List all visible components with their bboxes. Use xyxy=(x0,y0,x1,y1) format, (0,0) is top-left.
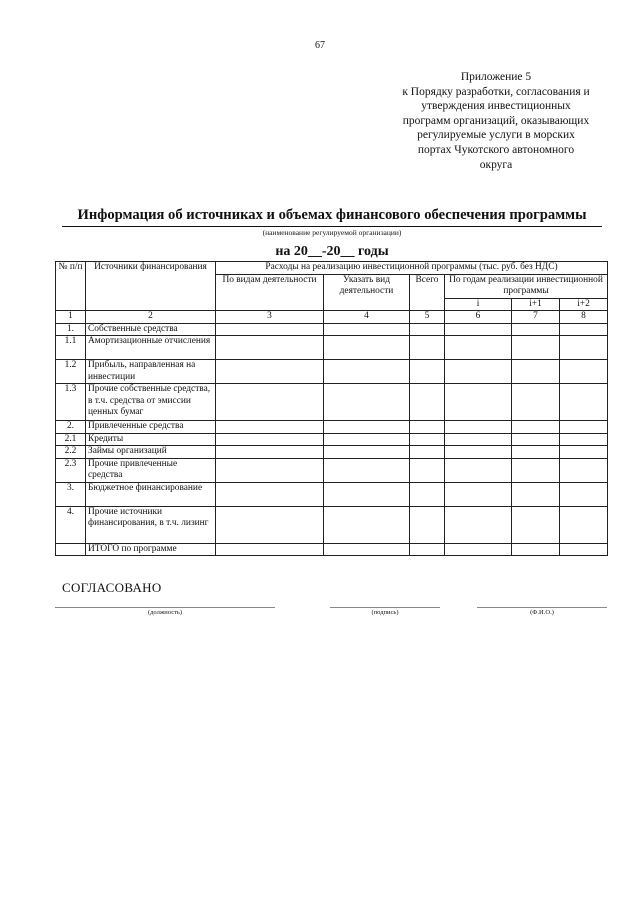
row-cell xyxy=(410,323,445,336)
row-cell xyxy=(560,446,608,459)
row-cell xyxy=(324,482,410,506)
row-cell xyxy=(410,482,445,506)
row-cell xyxy=(410,543,445,556)
row-cell xyxy=(445,323,512,336)
header-sources: Источники финансирования xyxy=(86,262,216,311)
header-total: Всего xyxy=(410,274,445,311)
row-cell xyxy=(445,336,512,360)
header-year-i1: i+1 xyxy=(512,298,560,311)
header-by-activity: По видам деятельности xyxy=(216,274,324,311)
row-number: 4. xyxy=(56,506,86,543)
row-cell xyxy=(512,506,560,543)
position-caption: (должность) xyxy=(147,609,183,616)
row-cell xyxy=(445,482,512,506)
row-source: Бюджетное финансирование xyxy=(86,482,216,506)
row-source: Прочие привлеченные средства xyxy=(86,458,216,482)
appendix-line: округа xyxy=(479,158,513,171)
row-cell xyxy=(410,384,445,421)
approval-heading: СОГЛАСОВАНО xyxy=(62,580,162,595)
column-number: 8 xyxy=(560,311,608,324)
appendix-line: регулируемые услуги в морских xyxy=(417,129,575,142)
row-cell xyxy=(324,384,410,421)
header-expenses: Расходы на реализацию инвестиционной программы (тыс. руб. без НДС) xyxy=(216,262,608,275)
signature-caption: (подпись) xyxy=(371,609,399,616)
column-number: 7 xyxy=(512,311,560,324)
full-name-line xyxy=(477,607,607,608)
row-cell xyxy=(410,433,445,446)
table-row xyxy=(56,506,608,543)
row-cell xyxy=(512,433,560,446)
column-number: 6 xyxy=(445,311,512,324)
row-cell xyxy=(216,446,324,459)
document-title: Информация об источниках и объемах финансового обеспечения программы xyxy=(77,207,587,223)
row-cell xyxy=(445,458,512,482)
header-year-i2: i+2 xyxy=(560,298,608,311)
appendix-line: к Порядку разработки, согласования и xyxy=(402,85,590,98)
table-row xyxy=(56,433,608,446)
row-cell xyxy=(410,458,445,482)
row-cell xyxy=(560,482,608,506)
row-cell xyxy=(445,543,512,556)
row-source: Кредиты xyxy=(86,433,216,446)
row-cell xyxy=(324,458,410,482)
title-underline xyxy=(62,226,602,227)
header-number: № п/п xyxy=(56,262,86,311)
row-number: 2.2 xyxy=(56,446,86,459)
row-cell xyxy=(560,360,608,384)
header-year-i: i xyxy=(445,298,512,311)
row-cell xyxy=(410,506,445,543)
column-number: 3 xyxy=(216,311,324,324)
row-cell xyxy=(410,336,445,360)
row-source: Прочие источники финансирования, в т.ч. лизинг xyxy=(86,506,216,543)
row-cell xyxy=(560,458,608,482)
row-source: Прибыль, направленная на инвестиции xyxy=(86,360,216,384)
row-cell xyxy=(216,384,324,421)
row-cell xyxy=(445,360,512,384)
column-number: 4 xyxy=(324,311,410,324)
row-cell xyxy=(216,323,324,336)
row-source: Собственные средства xyxy=(86,323,216,336)
row-source: Привлеченные средства xyxy=(86,421,216,434)
row-cell xyxy=(324,446,410,459)
row-cell xyxy=(216,482,324,506)
row-cell xyxy=(216,506,324,543)
column-number: 2 xyxy=(86,311,216,324)
appendix-note xyxy=(380,70,612,172)
full-name-caption: (Ф.И.О.) xyxy=(530,609,554,616)
period-heading: на 20__-20__ годы xyxy=(275,244,389,259)
table-row xyxy=(56,336,608,360)
row-cell xyxy=(216,458,324,482)
row-cell xyxy=(216,421,324,434)
row-number: 2.1 xyxy=(56,433,86,446)
table-row-total xyxy=(56,543,608,556)
row-number: 1.1 xyxy=(56,336,86,360)
row-cell xyxy=(512,543,560,556)
row-cell xyxy=(445,506,512,543)
column-number: 1 xyxy=(56,311,86,324)
table-row xyxy=(56,360,608,384)
row-cell xyxy=(560,336,608,360)
row-number: 2.3 xyxy=(56,458,86,482)
row-cell xyxy=(512,384,560,421)
organization-caption: (наименование регулируемой организации) xyxy=(262,228,402,237)
page-number: 67 xyxy=(315,40,325,51)
row-number xyxy=(56,543,86,556)
row-cell xyxy=(512,446,560,459)
row-cell xyxy=(324,360,410,384)
appendix-line: программ организаций, оказывающих xyxy=(402,114,590,127)
row-cell xyxy=(512,336,560,360)
column-number: 5 xyxy=(410,311,445,324)
header-by-years: По годам реализации инвестиционной программы xyxy=(445,274,608,298)
row-cell xyxy=(445,384,512,421)
row-cell xyxy=(560,506,608,543)
row-source: Амортизационные отчисления xyxy=(86,336,216,360)
row-cell xyxy=(324,506,410,543)
table-row xyxy=(56,384,608,421)
row-cell xyxy=(410,421,445,434)
row-cell xyxy=(512,323,560,336)
appendix-line: Приложение 5 xyxy=(460,71,532,83)
financing-table xyxy=(55,261,608,556)
row-source: ИТОГО по программе xyxy=(86,543,216,556)
row-number: 1.3 xyxy=(56,384,86,421)
row-cell xyxy=(216,360,324,384)
row-cell xyxy=(512,458,560,482)
row-cell xyxy=(324,336,410,360)
row-cell xyxy=(410,360,445,384)
row-cell xyxy=(560,543,608,556)
row-cell xyxy=(512,421,560,434)
position-line xyxy=(55,607,275,608)
row-cell xyxy=(410,446,445,459)
row-cell xyxy=(512,482,560,506)
row-number: 1. xyxy=(56,323,86,336)
row-cell xyxy=(324,323,410,336)
table-row xyxy=(56,482,608,506)
row-cell xyxy=(324,421,410,434)
row-number: 3. xyxy=(56,482,86,506)
row-source: Займы организаций xyxy=(86,446,216,459)
row-number: 1.2 xyxy=(56,360,86,384)
row-cell xyxy=(445,421,512,434)
header-specify-activity: Указать вид деятельности xyxy=(324,274,410,311)
signature-line xyxy=(330,607,440,608)
appendix-line: портах Чукотского автономного xyxy=(417,143,575,156)
row-number: 2. xyxy=(56,421,86,434)
row-cell xyxy=(560,323,608,336)
row-cell xyxy=(216,336,324,360)
row-cell xyxy=(560,433,608,446)
row-cell xyxy=(324,433,410,446)
row-cell xyxy=(216,433,324,446)
row-source: Прочие собственные средства, в т.ч. средства от эмиссии ценных бумаг xyxy=(86,384,216,421)
row-cell xyxy=(216,543,324,556)
table-row xyxy=(56,421,608,434)
row-cell xyxy=(512,360,560,384)
row-cell xyxy=(560,421,608,434)
appendix-line: утверждения инвестиционных xyxy=(421,100,571,113)
table-row xyxy=(56,446,608,459)
table-row xyxy=(56,323,608,336)
table-row xyxy=(56,458,608,482)
row-cell xyxy=(445,433,512,446)
row-cell xyxy=(445,446,512,459)
row-cell xyxy=(324,543,410,556)
row-cell xyxy=(560,384,608,421)
